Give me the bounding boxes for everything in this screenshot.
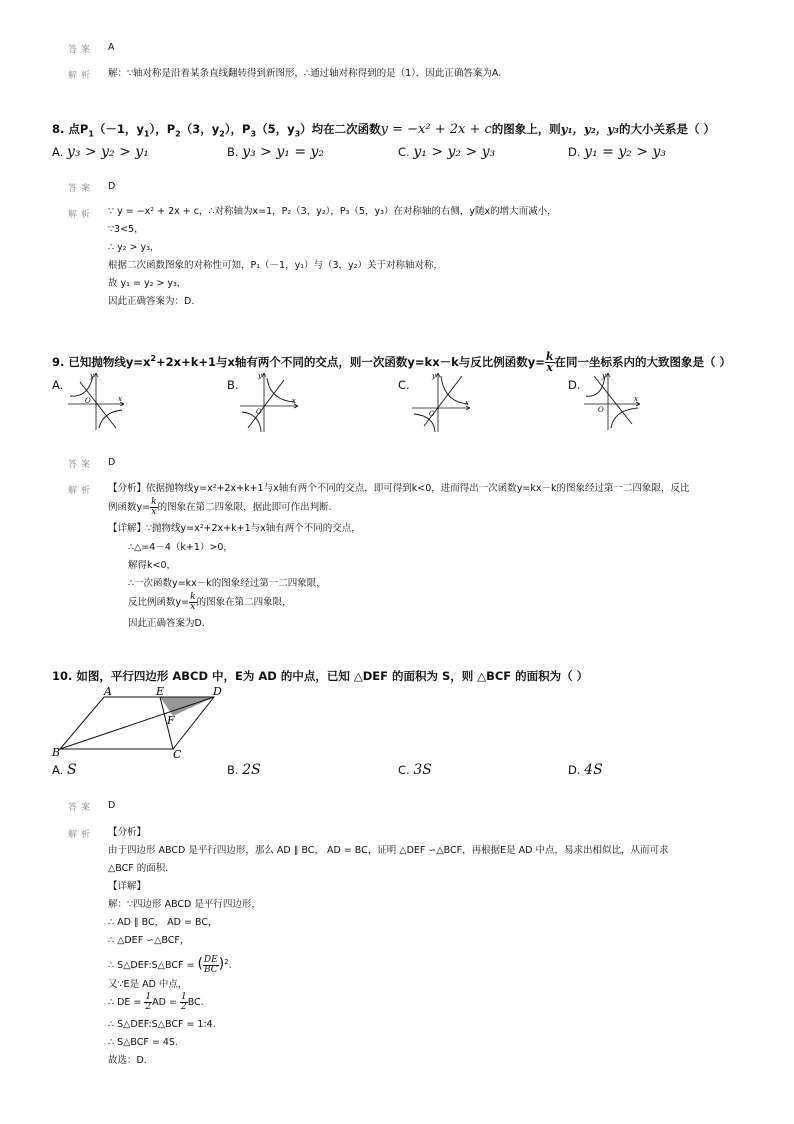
graph-d	[582, 370, 642, 432]
answer-value: D	[108, 800, 116, 811]
option-a: A. y₃ > y₂ > y₁	[52, 144, 149, 160]
analysis-line: 【分析】依据抛物线y=x²+2x+k+1与x轴有两个不同的交点，即可得到k<0，进而得出一次函数y=kx－k的图象经过第一二四象限，反比	[108, 483, 690, 494]
analysis-line: △BCF 的面积.	[108, 863, 169, 874]
analysis-line: 故选：D.	[108, 1055, 147, 1066]
answer-value: D	[108, 457, 116, 468]
x-axis-label: x	[465, 399, 469, 407]
analysis-line: ∴ DE = $\frac{1}{2}$ AD = $\frac{1}{2}$ BC.	[108, 992, 204, 1012]
graph-b	[238, 370, 300, 434]
vertex-a-label: A	[104, 685, 112, 698]
analysis-line: ∴ y₂ > y₃，	[108, 242, 160, 253]
analysis-label: 解析	[68, 830, 95, 840]
option-b: B. 2S	[227, 762, 261, 778]
option-d: D. y₁ = y₂ > y₃	[568, 144, 666, 160]
graph-c	[410, 370, 472, 434]
analysis-line: 由于四边形 ABCD 是平行四边形，那么 AD ∥ BC， AD = BC，证明 △DEF ∽△BCF，再根据E是 AD 中点，易求出相似比，从而可求	[108, 845, 669, 856]
analysis-label: 解析	[68, 71, 95, 81]
y-axis-label: y	[90, 372, 94, 380]
analysis-line: 【详解】	[108, 881, 147, 892]
analysis-line: 故 y₁ = y₂ > y₃，	[108, 278, 187, 289]
analysis-line: ∴ S△DEF:S△BCF = 1:4.	[108, 1019, 216, 1030]
analysis-label: 解析	[68, 486, 95, 496]
vertex-d-label: D	[213, 685, 222, 698]
answer-label: 答案	[68, 45, 95, 55]
analysis-line: ∴ S△DEF:S△BCF = ( $\frac{DE}{BC}$ )$^2$.	[108, 955, 232, 976]
analysis-line: ∴△=4－4（k+1）>0，	[128, 542, 233, 553]
option-d: D.	[568, 378, 581, 392]
parallelogram-figure	[52, 684, 222, 760]
point-f-label: F	[167, 714, 175, 727]
analysis-line: ∴ △DEF ∽△BCF，	[108, 935, 190, 946]
origin-label: O	[429, 410, 435, 418]
option-c: C. y₁ > y₂ > y₃	[398, 144, 496, 160]
analysis-text: 解：∵轴对称是沿着某条直线翻转得到新图形，∴通过轴对称得到的是（1）．因此正确答案为A.	[108, 68, 502, 79]
answer-label: 答案	[68, 460, 95, 470]
analysis-line: ∵3<5，	[108, 224, 144, 235]
origin-label: O	[598, 406, 604, 414]
analysis-line: 【分析】	[108, 827, 147, 838]
y-axis-label: y	[258, 372, 262, 380]
option-a: A. S	[52, 762, 77, 778]
graph-a	[66, 370, 126, 432]
option-b: B.	[227, 378, 239, 392]
analysis-line: ∴ S△BCF = 4S.	[108, 1037, 178, 1048]
option-a: A.	[52, 378, 64, 392]
origin-label: O	[85, 397, 91, 405]
analysis-line: 根据二次函数图象的对称性可知，P₁（－1，y₁）与（3，y₂）关于对称轴对称，	[108, 260, 443, 271]
answer-label: 答案	[68, 803, 95, 813]
analysis-line: 【详解】∵抛物线y=x²+2x+k+1与x轴有两个不同的交点，	[108, 523, 361, 534]
origin-label: O	[256, 408, 262, 416]
option-c: C.	[398, 378, 410, 392]
analysis-line: 因此正确答案为：D.	[108, 296, 195, 307]
y-axis-label: y	[602, 372, 606, 380]
analysis-line: 例函数y= $\frac{k}{x}$ 的图象在第二四象限，据此即可作出判断.	[108, 497, 332, 517]
question-9-stem: 9. 已知抛物线$y=x^2+2x+k+1$与x轴有两个不同的交点，则一次函数y=kx－k与反比例函数y= $\frac{k}{x}$ 在同一坐标系内的大致图象是（ ）	[52, 350, 732, 374]
option-d: D. 4S	[568, 762, 603, 778]
option-b: B. y₃ > y₁ = y₂	[227, 144, 325, 160]
answer-value: A	[108, 42, 115, 53]
answer-value: D	[108, 181, 116, 192]
analysis-line: ∴一次函数y=kx－k的图象经过第一二四象限，	[128, 578, 326, 589]
analysis-line: ∵ y = −x² + 2x + c，∴对称轴为x=1，P₂（3，y₂），P₃（5，y₃）在对称轴的右侧，y随x的增大而减小，	[108, 206, 557, 217]
analysis-line: 解得k<0，	[128, 560, 177, 571]
vertex-b-label: B	[52, 746, 61, 759]
vertex-c-label: C	[173, 748, 182, 761]
option-c: C. 3S	[398, 762, 432, 778]
y-axis-label: y	[432, 372, 436, 380]
analysis-line: 又∵E是 AD 中点，	[108, 979, 188, 990]
analysis-line: ∴ AD ∥ BC， AD = BC，	[108, 917, 218, 928]
question-8-stem: 8. 点$P_1(-1$，$y_1$），$P_2(3$，$y_2$），$P_3(5$，$y_3$）均在二次函数y = −x² + 2x + c的图象上，则y₁，y₂，y₃的大小关系是（ ）	[52, 122, 715, 139]
point-e-label: E	[156, 685, 165, 698]
x-axis-label: x	[292, 397, 296, 405]
analysis-line: 因此正确答案为D.	[128, 618, 205, 629]
answer-label: 答案	[68, 184, 95, 194]
analysis-label: 解析	[68, 210, 95, 220]
analysis-line: 反比例函数y= $\frac{k}{x}$ 的图象在第二四象限，	[128, 592, 292, 612]
question-10-stem: 10. 如图，平行四边形 ABCD 中，E为 AD 的中点，已知 △DEF 的面积为 S，则 △BCF 的面积为（ ）	[52, 669, 589, 683]
x-axis-label: x	[118, 395, 122, 403]
analysis-line: 解：∵四边形 ABCD 是平行四边形，	[108, 899, 261, 910]
x-axis-label: x	[634, 395, 638, 403]
